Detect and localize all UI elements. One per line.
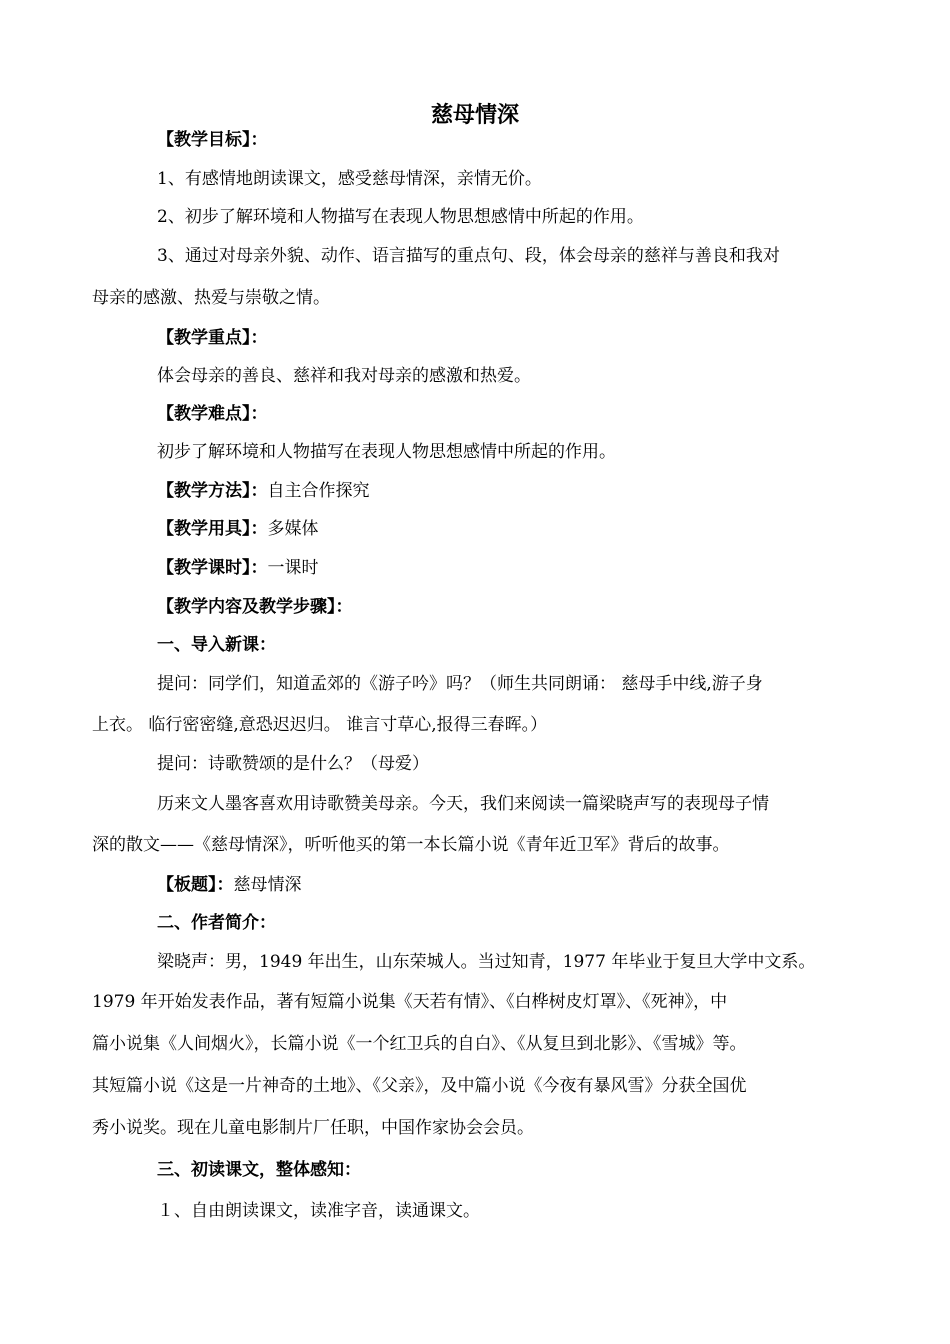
focus-text: 体会母亲的善良、慈祥和我对母亲的感激和热爱。	[157, 366, 531, 386]
part1-line: 提问：诗歌赞颂的是什么？（母爱）	[157, 754, 429, 774]
hours-value: 一课时	[267, 558, 319, 578]
difficulty-heading: 【教学难点】：	[157, 404, 268, 424]
part1-line: 深的散文——《慈母情深》，听听他买的第一本长篇小说《青年近卫军》背后的故事。	[92, 835, 730, 855]
board-row	[157, 873, 302, 897]
part1-line: 上衣。 临行密密缝,意恐迟迟归。 谁言寸草心,报得三春晖。）	[92, 715, 548, 735]
goal-3-cont: 母亲的感激、热爱与崇敬之情。	[92, 288, 330, 308]
method-row	[157, 479, 370, 503]
goal-3: 3、通过对母亲外貌、动作、语言描写的重点句、段，体会母亲的慈祥与善良和我对	[157, 246, 780, 266]
part1-line: 提问：同学们，知道孟郊的《游子吟》吗？（师生共同朗诵： 慈母手中线,游子身	[157, 674, 763, 694]
steps-heading: 【教学内容及教学步骤】：	[157, 597, 353, 617]
part2-line: 秀小说奖。现在儿童电影制片厂任职，中国作家协会会员。	[92, 1118, 534, 1138]
part2-line: 梁晓声：男，1949 年出生，山东荣城人。当过知青，1977 年毕业于复旦大学中文系。	[157, 952, 816, 972]
method-value: 自主合作探究	[267, 481, 370, 501]
part2-line: 其短篇小说《这是一片神奇的土地》、《父亲》，及中篇小说《今夜有暴风雪》分获全国优	[92, 1076, 747, 1096]
difficulty-text: 初步了解环境和人物描写在表现人物思想感情中所起的作用。	[157, 442, 616, 462]
method-label: 【教学方法】：	[157, 481, 268, 501]
focus-heading: 【教学重点】：	[157, 328, 268, 348]
tools-value: 多媒体	[267, 519, 319, 539]
tools-label: 【教学用具】：	[157, 519, 268, 539]
part1-heading: 一、导入新课：	[157, 635, 276, 655]
goal-2: 2、初步了解环境和人物描写在表现人物思想感情中所起的作用。	[157, 207, 644, 227]
part2-line: 1979 年开始发表作品，著有短篇小说集《天若有情》、《白桦树皮灯罩》、《死神》，中	[92, 992, 728, 1012]
hours-row	[157, 556, 319, 580]
part2-line: 篇小说集《人间烟火》，长篇小说《一个红卫兵的自白》、《从复旦到北影》、《雪城》等。	[92, 1034, 747, 1054]
goals-heading: 【教学目标】：	[157, 130, 268, 150]
part2-heading: 二、作者简介：	[157, 913, 276, 933]
board-value: 慈母情深	[233, 875, 302, 895]
document-title: 慈母情深	[430, 103, 519, 128]
part3-line: １、自由朗读课文，读准字音，读通课文。	[157, 1201, 480, 1221]
goal-1: 1、有感情地朗读课文，感受慈母情深，亲情无价。	[157, 169, 542, 189]
part1-line: 历来文人墨客喜欢用诗歌赞美母亲。今天，我们来阅读一篇梁晓声写的表现母子情	[157, 794, 769, 814]
tools-row	[157, 517, 319, 541]
hours-label: 【教学课时】：	[157, 558, 268, 578]
board-label: 【板题】：	[157, 875, 234, 895]
part3-heading: 三、初读课文，整体感知：	[157, 1160, 361, 1180]
